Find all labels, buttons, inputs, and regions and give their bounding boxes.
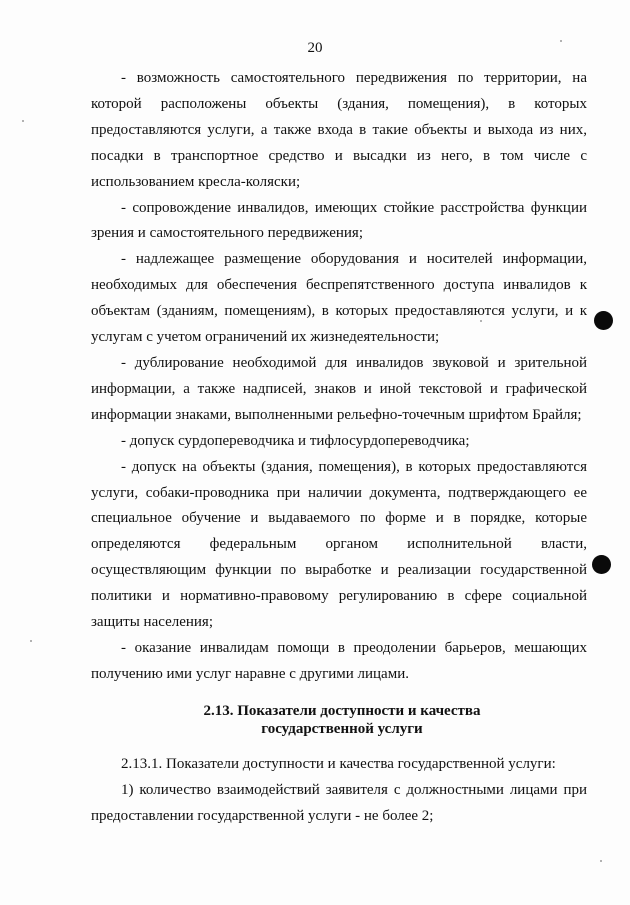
paragraph-assistance: - оказание инвалидам помощи в преодолении барьеров, мешающих получению ими услуг наравне с другими лицами. [91, 639, 587, 682]
paragraph-indicators-intro: 2.13.1. Показатели доступности и качества государственной услуги: [121, 755, 556, 772]
scan-speck [560, 40, 562, 42]
scan-speck [480, 320, 482, 322]
paragraph-escort: - сопровождение инвалидов, имеющих стойкие расстройства функции зрения и самостоятельного передвижения; [91, 199, 587, 242]
section-heading-line2: государственной услуги [261, 720, 423, 737]
page-number: 20 [307, 40, 323, 56]
paragraph-movement: - возможность самостоятельного передвижения по территории, на которой расположены объекты (здания, помещения), в которых предоставляются услуги, а также входа в такие объекты и выхода из них, посадки в транспортное средство и высадки из него, в том числе с использованием кресла-коляски; [91, 70, 587, 190]
paragraph-interpreter: - допуск сурдопереводчика и тифлосурдопереводчика; [121, 432, 470, 449]
section-heading [91, 702, 587, 738]
scan-speck [30, 640, 32, 642]
binder-hole-mark [592, 555, 611, 574]
binder-hole-mark [594, 311, 613, 330]
paragraph-equipment: - надлежащее размещение оборудования и носителей информации, необходимых для обеспечения беспрепятственного доступа инвалидов к объектам (зданиям, помещениям), в которых предоставляются услуги, и к услугам с учетом ограничений их жизнедеятельности; [91, 251, 587, 346]
paragraph-guide-dog: - допуск на объекты (здания, помещения), в которых предоставляются услуги, собаки-проводника при наличии документа, подтверждающего ее специальное обучение и выдаваемого по форме и в порядке, которые определяются федеральным органом исполнительной власти, осуществляющим функции по выработке и реализации государственной политики и нормативно-правовому регулированию в сфере социальной защиты населения; [91, 458, 587, 631]
paragraph-braille: - дублирование необходимой для инвалидов звуковой и зрительной информации, а также надписей, знаков и иной текстовой и графической информации знаками, выполненными рельефно-точечным шрифтом Брайля; [91, 354, 587, 423]
section-heading-line1: 2.13. Показатели доступности и качества [203, 702, 481, 719]
scan-speck [600, 860, 602, 862]
document-body [91, 66, 587, 829]
paragraph-indicator-1: 1) количество взаимодействий заявителя с должностными лицами при предоставлении государственной услуги - не более 2; [91, 781, 587, 824]
scan-speck [22, 120, 24, 122]
